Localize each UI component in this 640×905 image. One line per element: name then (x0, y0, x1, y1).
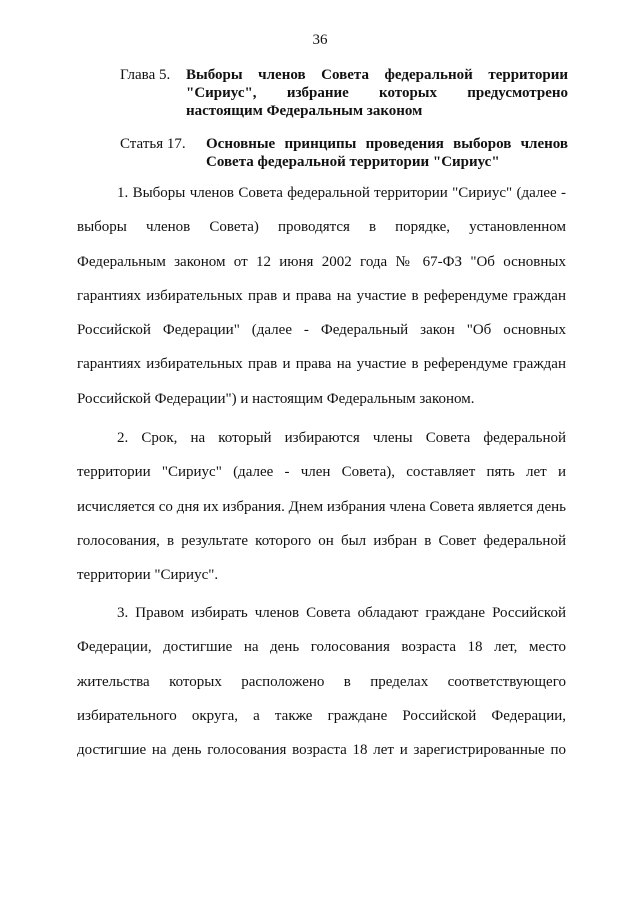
paragraph-3-block (77, 596, 566, 767)
chapter-number: Глава 5. (120, 67, 171, 83)
paragraph-2: 2. Срок, на который избираются члены Совета федеральной территории "Сириус" (далее - член Совета), составляет пять лет и исчисляется со дня их избрания. Днем избрания члена Совета является день голосования, в результате которого он был избран в Совет федеральной территории "Сириус". (77, 430, 566, 584)
paragraph-3: 3. Правом избирать членов Совета обладают граждане Российской Федерации, достигшие на день голосования возраста 18 лет, место жительства которых расположено в пределах соответствующего избирательного округа, а также граждане Российской Федерации, достигшие на день голосования возраста 18 лет и зарегистрированные по (77, 605, 566, 759)
article-heading (120, 135, 568, 171)
paragraph-2-block (77, 421, 566, 592)
article-title: Основные принципы проведения выборов членов Совета федеральной территории "Сириус" (206, 136, 568, 170)
chapter-heading (120, 66, 568, 120)
article-number: Статья 17. (120, 136, 186, 152)
page-number: 36 (312, 32, 328, 48)
paragraph-1: 1. Выборы членов Совета федеральной территории "Сириус" (далее - выборы членов Совета) проводятся в порядке, установленном Федеральным законом от 12 июня 2002 года № 67-ФЗ "Об основных гарантиях избирательных прав и права на участие в референдуме граждан Российской Федерации" (далее - Федеральный закон "Об основных гарантиях избирательных прав и права на участие в референдуме граждан Российской Федерации") и настоящим Федеральным законом. (77, 185, 566, 407)
paragraph-1-block (77, 176, 566, 416)
chapter-title: Выборы членов Совета федеральной территории "Сириус", избрание которых предусмотрено настоящим Федеральным законом (186, 67, 568, 119)
